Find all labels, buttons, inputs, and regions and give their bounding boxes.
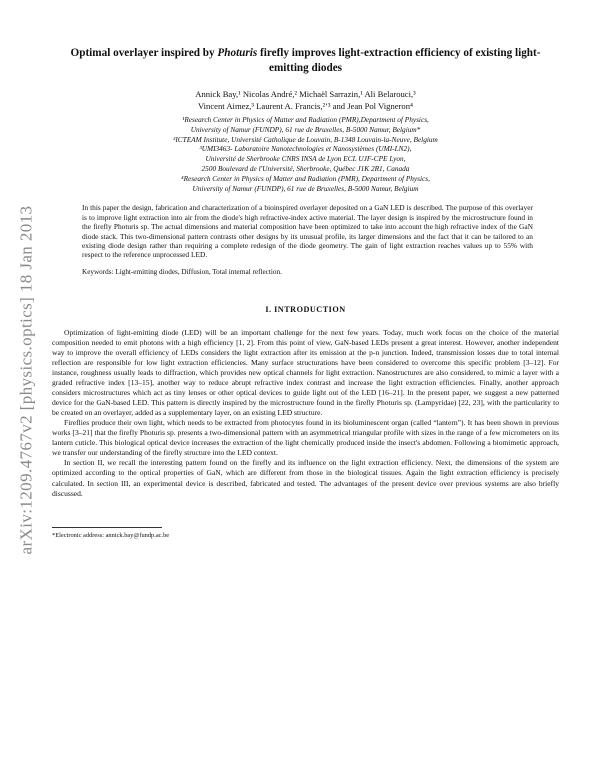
affiliation-line: University of Namur (FUNDP), 61 rue de Bruxelles, B-5000 Namur, Belgium* — [190, 124, 421, 134]
footnote-divider — [52, 527, 162, 528]
paragraph: Optimization of light-emitting diode (LED) will be an important challenge for the next few years. Today, much work focus on the choice of the material composition needed to emit photons with a high efficiency [1, 2]. From this point of view, GaN-based LEDs present a great interest. However, another independent way to improve the overall efficiency of LEDs considers the light extraction after its emission at the p-n junction. Indeed, transmission losses due to total internal reflection are responsible for low light extraction efficiencies. Many surface structurations have been considered to overcome this specific problem [3–12]. For instance, roughness usually leads to diffraction, which provides new optical channels for light extraction. Nanostructures are also considered, to mimic a layer with a graded refractive index [13–15], another way to reduce abrupt refractive index contrast and increase the light extraction efficiencies. Finally, another approach considers microstructures which act as tiny lenses or other optical devices to guide light out of the LED [16–21]. In the present paper, we suggest a new patterned device for the GaN-based LED. This pattern is directly inspired by the microstructure found in the firefly Photuris sp. (Lampyridae) [22, 23], with the particularity to be created on an overlayer, added as a supplementary layer, on an existing LED structure. — [52, 327, 559, 418]
title-part: Optimal overlayer inspired by — [70, 47, 218, 59]
arxiv-identifier: arXiv:1209.4767v2 [physics.optics] 18 Jan 2013 — [16, 205, 36, 555]
affiliation-line: 2500 Boulevard de l'Université, Sherbrooke, Québec J1K 2R1, Canada — [201, 163, 410, 173]
author-line: Annick Bay,¹ Nicolas André,² Michaël Sarrazin,¹ Ali Belarouci,³ — [195, 89, 416, 99]
paragraph: In section II, we recall the interesting pattern found on the firefly and its influence on the light extraction efficiency. Next, the dimensions of the system are optimized according to the optical properties of GaN, which are different from those in the biological tissues. Again the light extraction efficiency is precisely calculated. In section III, an experimental device is described, fabricated and tested. The advantages of the present device over previous systems are also briefly discussed. — [52, 458, 559, 498]
affiliation-line: ¹Research Center in Physics of Matter and Radiation (PMR),Department of Physics, — [182, 115, 429, 124]
footnote: *Electronic address: annick.bay@fundp.ac.be — [52, 531, 170, 539]
affiliation-line: ²ICTEAM Institute, Université Catholique de Louvain, B-1348 Louvain-la-Neuve, Belgium — [173, 134, 438, 144]
keywords: Keywords: Light-emitting diodes, Diffusion, Total internal reflection. — [82, 267, 282, 276]
author-line: Vincent Aimez,³ Laurent A. Francis,²ʼ³ and Jean Pol Vigneron⁴ — [197, 101, 414, 111]
paragraph: Fireflies produce their own light, which needs to be extracted from photocytes found in its bioluminescent organ (called “lantern”). It has been shown in previous works [3–21] that the firefly Photuris sp. presents a two-dimensional pattern with an asymmetrical triangular profile with sizes in the range of a few micrometers on its lantern cuticle. This biological optical device increases the extraction of the light chemically produced inside the insect's abdomen. Following a biomimetic approach, we transfer our understanding of the firefly structure into the LED context. — [52, 418, 559, 458]
affiliation-line: University of Namur (FUNDP), 61 rue de Bruxelles, B-5000 Namur, Belgium — [192, 183, 419, 193]
paper-title — [70, 46, 541, 76]
author-list — [52, 88, 559, 112]
affiliation-line: ³UMI3463- Laboratoire Nanotechnologies et Nanosystèmes (UMI-LN2), — [199, 144, 412, 154]
affiliation-line: Université de Sherbrooke CNRS INSA de Lyon ECL UJF-CPE Lyon, — [205, 154, 406, 164]
affiliation-line: ⁴Research Center in Physics of Matter and Radiation (PMR), Department of Physics, — [181, 173, 430, 183]
title-part: firefly improves light-extraction efficiency of existing light-emitting diodes — [257, 47, 541, 74]
section-body — [52, 328, 559, 499]
paper-page — [52, 46, 559, 540]
arxiv-stamp — [6, 160, 46, 600]
section-heading: I. INTRODUCTION — [265, 304, 346, 314]
abstract: In this paper the design, fabrication and characterization of a bioinspired overlayer deposited on a GaN LED is described. The purpose of this overlayer is to improve light extraction into air from the diode's high refractive-index active material. The layer design is inspired by the microstructure found in the firefly Photuris sp. The actual dimensions and material composition have been optimized to take into account the high refractive index of the GaN diode stack. This two-dimensional pattern contrasts other designs by its unusual profile, its larger dimensions and the fact that it can be tailored to an existing diode design rather than requiring a complete redesign of the diode geometry. The gain of light extraction reaches values up to 55% with respect to the reference unprocessed LED. — [82, 203, 533, 260]
affiliation-list — [52, 115, 559, 193]
title-italic: Photuris — [217, 47, 258, 59]
